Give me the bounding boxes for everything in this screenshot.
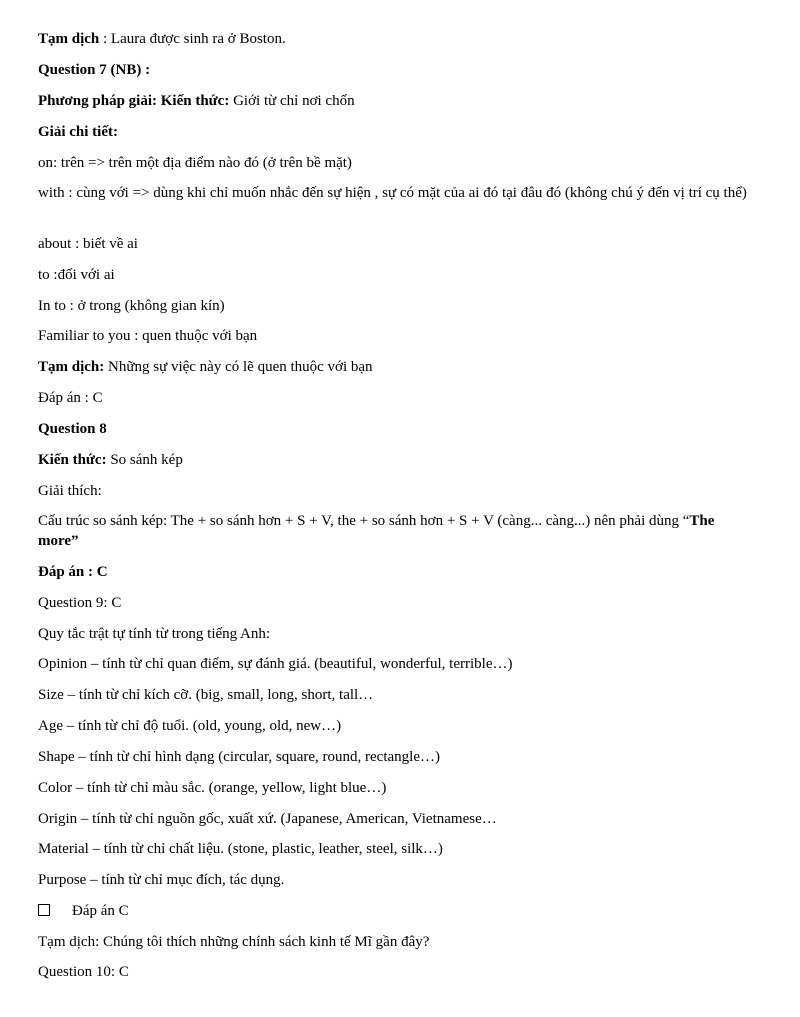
- text-line: Purpose – tính từ chỉ mục đích, tác dụng.: [38, 872, 285, 888]
- question-7-heading: [38, 61, 150, 79]
- text-line-wrapped: with : cùng với => dùng khi chỉ muốn nhắc đến sự hiện , sự có mặt của ai đó tại đâu đó (không chú ý đến vị trí cụ thể): [38, 185, 747, 201]
- text: Những sự việc này có lẽ quen thuộc với bạn: [104, 359, 373, 375]
- text-line: to :đối với ai: [38, 267, 115, 283]
- text-line: Age – tính từ chỉ độ tuổi. (old, young, old, new…): [38, 718, 342, 734]
- text-line: Tạm dịch: Chúng tôi thích những chính sách kinh tế Mĩ gần đây?: [38, 934, 430, 950]
- text-line: Giải thích:: [38, 483, 102, 499]
- text-line: In to : ở trong (không gian kín): [38, 298, 225, 314]
- text-line: Opinion – tính từ chỉ quan điểm, sự đánh giá. (beautiful, wonderful, terrible…): [38, 656, 513, 672]
- text: Đáp án C: [72, 903, 129, 919]
- text-line: Origin – tính từ chỉ nguồn gốc, xuất xứ. (Japanese, American, Vietnamese…: [38, 811, 497, 827]
- text-line: Familiar to you : quen thuộc với bạn: [38, 328, 258, 344]
- question-8-heading: [38, 420, 107, 438]
- bullet-answer-line: [38, 902, 129, 920]
- text-line: Quy tắc trật tự tính từ trong tiếng Anh:: [38, 626, 271, 642]
- text: : Laura được sinh ra ở Boston.: [99, 31, 286, 47]
- bold-text: Đáp án : C: [38, 564, 108, 580]
- detail-heading: [38, 123, 118, 141]
- text-line: about : biết về ai: [38, 236, 138, 252]
- answer-line: Đáp án : C: [38, 390, 103, 406]
- method-line: [38, 92, 355, 110]
- text-line: Question 10: C: [38, 964, 129, 980]
- text: Giới từ chỉ nơi chốn: [229, 93, 355, 109]
- translation-line-2: [38, 358, 373, 376]
- text-line: Shape – tính từ chỉ hình dạng (circular, square, round, rectangle…): [38, 749, 440, 765]
- text-line: on: trên => trên một địa điểm nào đó (ở trên bề mặt): [38, 155, 352, 171]
- label-bold: Tạm dịch:: [38, 359, 105, 375]
- text-line: Color – tính từ chỉ màu sắc. (orange, yellow, light blue…): [38, 780, 387, 796]
- heading: Question 8: [38, 421, 107, 437]
- text-line: Size – tính từ chỉ kích cỡ. (big, small, long, short, tall…: [38, 687, 374, 703]
- text-line-wrapped: [38, 511, 758, 551]
- knowledge-line: [38, 451, 183, 469]
- label-bold: Tạm dịch: [38, 31, 100, 47]
- label-bold: Kiến thức:: [38, 452, 107, 468]
- text: Cấu trúc so sánh kép: The + so sánh hơn + S + V, the + so sánh hơn + S + V (càng... càng...) nên phải dùng “: [38, 513, 690, 529]
- translation-line-1: [38, 30, 286, 48]
- text-line: Question 9: C: [38, 595, 122, 611]
- text-line: Material – tính từ chỉ chất liệu. (stone, plastic, leather, steel, silk…): [38, 841, 443, 857]
- bold-text: The more”: [38, 513, 715, 549]
- label-bold: Phương pháp giải: Kiến thức:: [38, 93, 230, 109]
- answer-line-bold: [38, 563, 108, 581]
- text: So sánh kép: [106, 452, 183, 468]
- checkbox-bullet-icon: [38, 904, 50, 916]
- heading: Giải chi tiết:: [38, 124, 118, 140]
- heading: Question 7 (NB) :: [38, 62, 151, 78]
